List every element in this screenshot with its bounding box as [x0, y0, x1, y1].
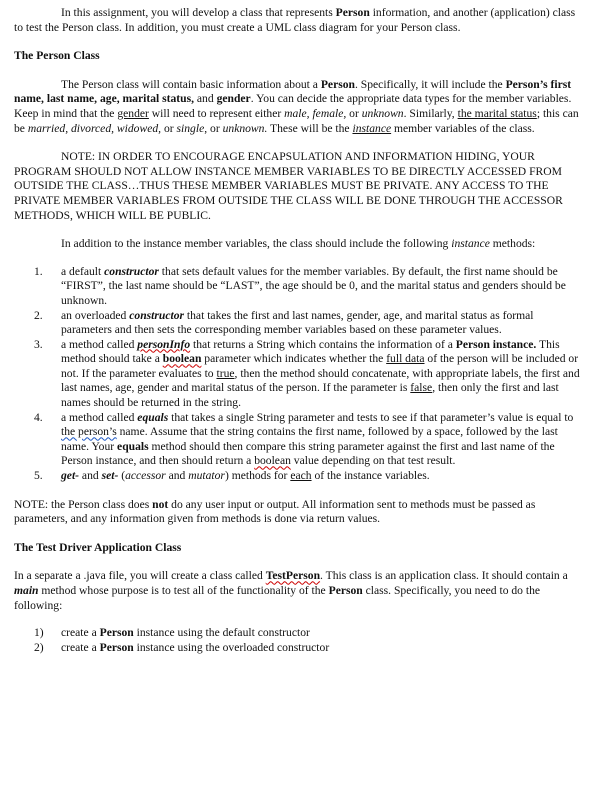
- rich-part: true: [216, 366, 235, 380]
- rich-part: , or: [204, 121, 223, 135]
- rich-part: name. Assume that the string contains the first name, followed by a space, followed by the last name. Your: [61, 425, 558, 453]
- method-text: [61, 469, 430, 482]
- rich-part: an overloaded: [61, 308, 130, 322]
- person-class-heading: The Person Class: [14, 49, 100, 63]
- rich-part: unknown: [361, 106, 404, 120]
- step-text: [61, 641, 329, 654]
- rich-part: gender: [216, 92, 251, 106]
- rich-part: Person: [99, 626, 134, 640]
- test-driver-heading: The Test Driver Application Class: [14, 540, 182, 554]
- step-item: [14, 626, 586, 641]
- rich-part: instance using the overloaded constructor: [133, 640, 330, 654]
- method-text: [61, 411, 573, 468]
- rich-part: In a separate a .java file, you will create a class called: [14, 569, 266, 583]
- method-item: [14, 411, 586, 469]
- rich-part: of the person will be included or not. If the parameter evaluates to: [61, 352, 579, 380]
- rich-part: boolean: [162, 352, 202, 366]
- rich-part: each: [290, 469, 312, 483]
- step-item: [14, 641, 586, 656]
- rich-part: gender: [117, 106, 149, 120]
- rich-part: and: [165, 469, 189, 483]
- method-text: [61, 265, 566, 307]
- rich-part: Person: [328, 584, 363, 597]
- rich-part: instance using the default constructor: [133, 626, 310, 640]
- rich-part: a method called: [61, 410, 138, 424]
- rich-part: a default: [61, 264, 105, 278]
- rich-part: that sets default values for the member variables. By default, the first name should be “FIRST”, the last name should be “LAST”, the age should be 0, and the marital status and genders should be unknown.: [61, 264, 566, 307]
- rich-part: methods:: [489, 237, 536, 251]
- rich-part: equals: [137, 410, 169, 424]
- rich-part: the marital status: [457, 106, 537, 120]
- step-number: 2): [34, 640, 44, 654]
- rich-part: ) methods for: [224, 469, 291, 483]
- rich-part: or: [346, 106, 362, 120]
- rich-part: that returns a String which contains the information of a: [190, 337, 456, 351]
- methods-list: [14, 265, 586, 484]
- rich-part: instance: [451, 237, 490, 251]
- method-item: [14, 469, 586, 484]
- rich-part: In this assignment, you will develop a class that represents: [61, 6, 336, 19]
- rich-part: of the instance variables.: [311, 469, 430, 483]
- io-note: [14, 498, 586, 527]
- rich-part: member variables of the class.: [391, 121, 535, 135]
- rich-part: . Similarly,: [403, 106, 458, 120]
- steps-list: [14, 626, 586, 655]
- rich-part: a method called: [61, 337, 138, 351]
- rich-part: or: [161, 121, 177, 135]
- rich-part: Person: [335, 6, 370, 19]
- step-number: 1): [34, 626, 44, 640]
- rich-part: personInfo: [137, 337, 191, 351]
- rich-part: and: [194, 92, 217, 106]
- method-item: [14, 309, 586, 338]
- method-text: [61, 309, 534, 337]
- rich-part: accessor: [125, 469, 166, 483]
- rich-part: do any user input or output. All information sent to methods must be passed as parameters, and any information given from methods is done via return values.: [14, 497, 536, 526]
- rich-part: instance: [352, 121, 392, 135]
- rich-part: Person instance.: [455, 337, 537, 351]
- encapsulation-note: NOTE: IN ORDER TO ENCOURAGE ENCAPSULATION AND INFORMATION HIDING, YOUR PROGRAM SHOULD NOT ALLOW INSTANCE MEMBER VARIABLES TO BE DIRECTLY ACCESSED FROM OUTSIDE THE CLASS…THUS THESE MEMBER VARIABLES MUST BE PRIVATE. ANY ACCESS TO THE PRIVATE MEMBER VARIABLES FROM OUTSIDE THE CLASS WILL BE DONE THROUGH THE ACCESSOR METHODS, WHICH WILL BE PUBLIC.: [14, 150, 563, 222]
- rich-part: . Specifically, it will include the: [354, 77, 506, 91]
- rich-part: TestPerson: [265, 569, 321, 583]
- rich-part: full data: [386, 352, 425, 366]
- rich-part: . This class is an application class. It should contain a: [320, 569, 568, 583]
- rich-part: that takes the first and last names, gender, age, and marital status as formal parameters and then sets the corresponding member variables based on these parameter values.: [61, 308, 534, 337]
- rich-part: information, and another (application) class to test the Person class. In addition, you must create a UML class diagram for your Person class.: [14, 6, 576, 34]
- rich-part: Person: [99, 640, 134, 654]
- rich-part: male, female,: [284, 106, 347, 120]
- method-item: [14, 265, 586, 309]
- rich-part: married, divorced, widowed,: [27, 121, 162, 135]
- rich-part: In addition to the instance member variables, the class should include the following: [61, 237, 452, 251]
- rich-part: , then only the first and last names should be returned in the string.: [61, 381, 559, 410]
- rich-part: Person: [320, 77, 355, 91]
- rich-part: (: [118, 469, 126, 483]
- rich-part: constructor: [129, 308, 185, 322]
- rich-part: main: [14, 584, 39, 597]
- rich-part: mutator: [188, 469, 225, 483]
- rich-part: NOTE: the Person class does: [14, 497, 153, 511]
- rich-part: ; this can be: [14, 106, 579, 135]
- rich-part: the person’s: [61, 425, 117, 439]
- rich-part: method should then compare this string parameter against the first and last name of the Person instance, and then should return a: [61, 439, 555, 468]
- rich-part: not: [152, 497, 169, 511]
- rich-part: false: [410, 381, 433, 395]
- rich-part: unknown.: [222, 121, 268, 135]
- rich-part: value depending on that test result.: [290, 454, 456, 468]
- rich-part: parameter which indicates whether the: [201, 352, 387, 366]
- rich-part: This method should take a: [61, 337, 560, 366]
- method-number: 3.: [34, 337, 43, 351]
- person-description: [14, 78, 586, 136]
- rich-part: , then the method should concatenate, with appropriate labels, the first and last names, age, gender and marital status of the person. If the parameter is: [61, 366, 580, 395]
- rich-part: will need to represent either: [148, 106, 285, 120]
- method-item: [14, 338, 586, 411]
- method-number: 1.: [34, 264, 43, 278]
- rich-part: create a: [61, 640, 100, 654]
- method-number: 4.: [34, 410, 43, 424]
- step-text: [61, 626, 310, 639]
- rich-part: These will be the: [267, 121, 353, 135]
- rich-part: Person’s first name, last name, age, marital status,: [14, 77, 572, 106]
- method-number: 2.: [34, 308, 43, 322]
- rich-part: class. Specifically, you need to do the following:: [14, 584, 541, 612]
- method-text: [61, 338, 580, 409]
- intro-paragraph: [14, 6, 586, 35]
- rich-part: equals: [117, 439, 149, 453]
- rich-part: single: [176, 121, 205, 135]
- rich-part: method whose purpose is to test all of the functionality of the: [38, 584, 329, 597]
- rich-part: and: [79, 469, 102, 483]
- rich-part: The Person class will contain basic information about a: [61, 77, 321, 91]
- rich-part: set-: [101, 469, 119, 483]
- rich-part: constructor: [104, 264, 159, 278]
- methods-intro: [14, 237, 586, 252]
- test-driver-description: [14, 569, 586, 613]
- rich-part: boolean: [254, 454, 291, 468]
- rich-part: . You can decide the appropriate data types for the member variables. Keep in mind that the: [14, 92, 572, 120]
- rich-part: create a: [61, 626, 100, 640]
- method-number: 5.: [34, 469, 43, 483]
- rich-part: get-: [61, 469, 80, 483]
- rich-part: that takes a single String parameter and tests to see if that parameter’s value is equal to: [168, 410, 574, 424]
